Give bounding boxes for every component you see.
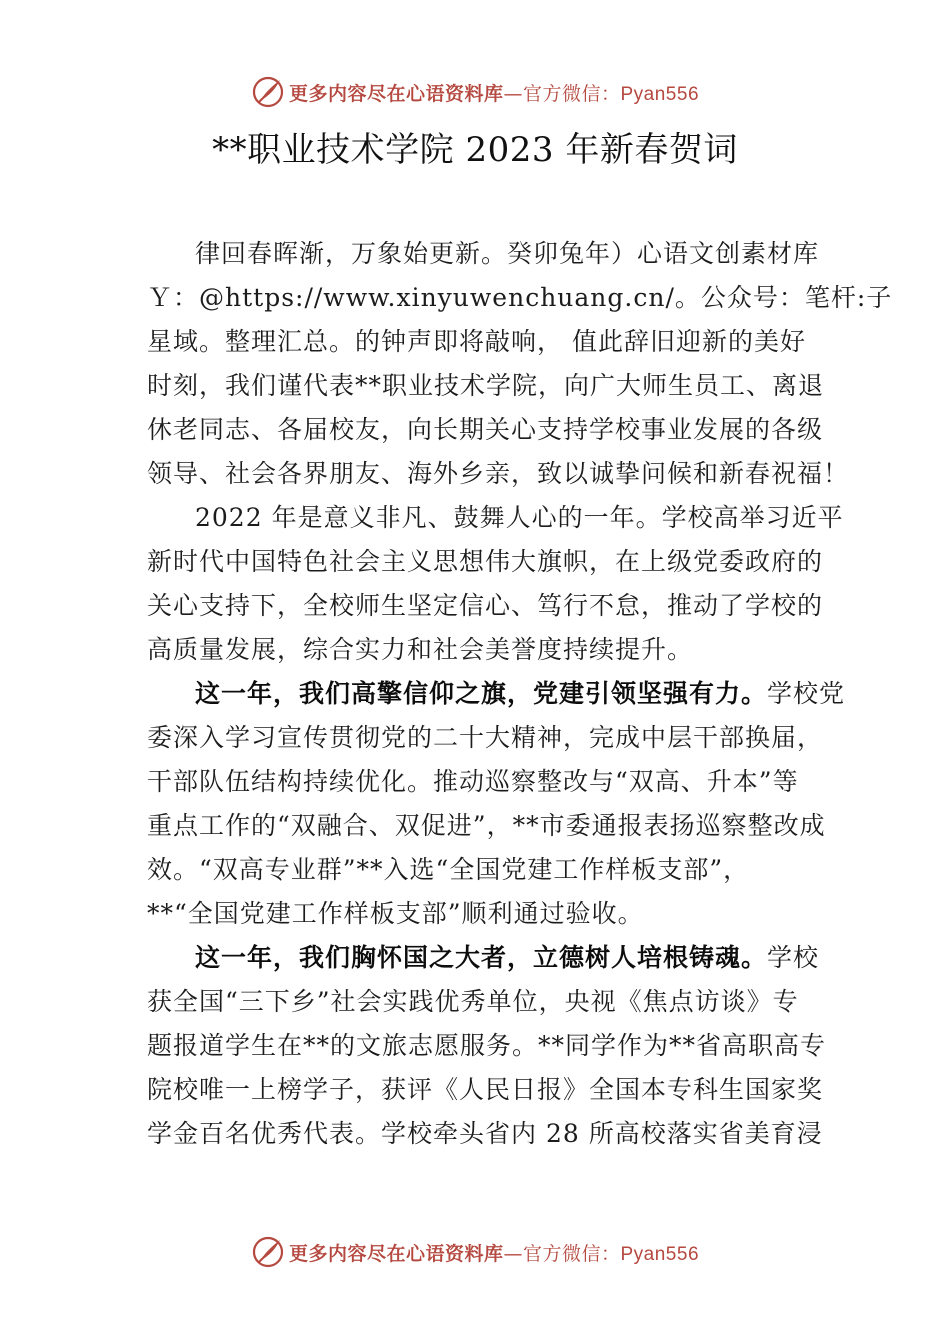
text-line [147, 672, 846, 716]
watermark-brand: 更多内容尽在心语资料库 [288, 1242, 504, 1265]
text-line: 高质量发展，综合实力和社会美誉度持续提升。 [147, 635, 694, 664]
quill-circle-icon [251, 1235, 285, 1269]
text-line: 院校唯一上榜学子，获评《人民日报》全国本专科生国家奖 [147, 1075, 824, 1104]
text-line: 干部队伍结构持续优化。推动巡察整改与“双高、升本”等 [147, 767, 799, 796]
text-line: 学金百名优秀代表。学校牵头省内 28 所高校落实省美育浸 [147, 1119, 823, 1148]
text-line: **“全国党建工作样板支部”顺利通过验收。 [147, 899, 644, 928]
text-line: 2022 年是意义非凡、鼓舞人心的一年。学校高举习近平 [195, 503, 844, 532]
watermark-footer [0, 1232, 950, 1272]
text-line: 委深入学习宣传贯彻党的二十大精神，完成中层干部换届， [147, 723, 824, 752]
document-body [147, 232, 893, 1156]
text-line: 时刻，我们谨代表**职业技术学院，向广大师生员工、离退 [147, 371, 825, 400]
paragraph-lead: 这一年，我们胸怀国之大者，立德树人培根铸魂。 [195, 943, 768, 972]
watermark-wechat-id: Pyan556 [620, 1243, 700, 1265]
paragraph-lead: 这一年，我们高擎信仰之旗，党建引领坚强有力。 [195, 679, 768, 708]
watermark-wechat-label: 官方微信： [522, 1242, 621, 1265]
watermark-wechat-id: Pyan556 [620, 83, 700, 105]
text-line: 休老同志、各届校友，向长期关心支持学校事业发展的各级 [147, 415, 824, 444]
text-line: 星域。整理汇总。的钟声即将敲响， 值此辞旧迎新的美好 [147, 327, 806, 356]
watermark-separator: — [503, 82, 523, 105]
paragraph-lead-rest: 学校党 [767, 679, 846, 708]
text-line [147, 936, 837, 980]
text-line: 关心支持下，全校师生坚定信心、笃行不怠，推动了学校的 [147, 591, 824, 620]
paragraph-lead-rest: 学校 [767, 943, 820, 972]
watermark-separator: — [503, 1242, 523, 1265]
paragraph-greeting [147, 232, 893, 496]
text-line: 新时代中国特色社会主义思想伟大旗帜，在上级党委政府的 [147, 547, 824, 576]
watermark-header [0, 72, 950, 112]
watermark-text [289, 79, 699, 106]
text-line: 律回春晖渐，万象始更新。癸卯兔年）心语文创素材库 [195, 239, 820, 268]
text-line: 领导、社会各界朋友、海外乡亲，致以诚挚问候和新春祝福！ [147, 459, 850, 488]
text-line: 效。“双高专业群”**入选“全国党建工作样板支部”， [147, 855, 750, 884]
watermark-brand: 更多内容尽在心语资料库 [288, 82, 504, 105]
watermark-wechat-label: 官方微信： [522, 82, 621, 105]
watermark-text [289, 1239, 699, 1266]
page-title: **职业技术学院 2023 年新春贺词 [212, 130, 738, 170]
text-line: 重点工作的“双融合、双促进”，**市委通报表扬巡察整改成 [147, 811, 826, 840]
paragraph-moral-education [147, 936, 837, 1156]
text-line: 题报道学生在**的文旅志愿服务。**同学作为**省高职高专 [147, 1031, 827, 1060]
paragraph-party-building [147, 672, 846, 936]
text-line: Ｙ：@https://www.xinyuwenchuang.cn/。公众号：笔杆:子 [147, 283, 893, 312]
quill-circle-icon [251, 75, 285, 109]
text-line: 获全国“三下乡”社会实践优秀单位，央视《焦点访谈》专 [147, 987, 799, 1016]
paragraph-2022-review [147, 496, 844, 672]
